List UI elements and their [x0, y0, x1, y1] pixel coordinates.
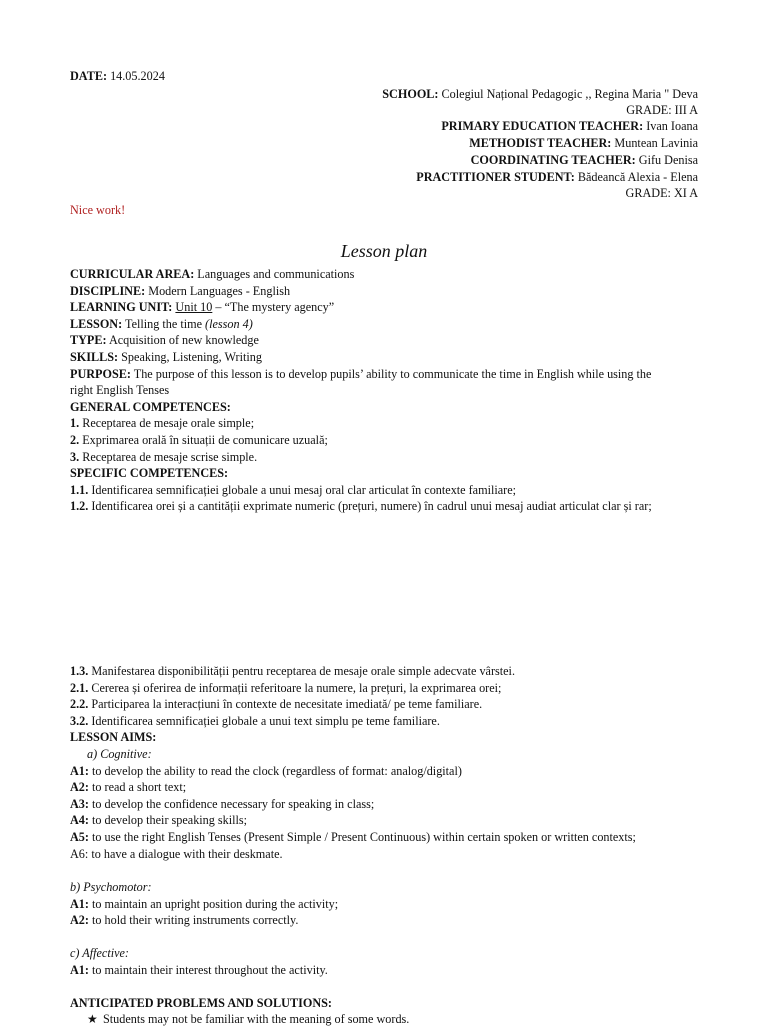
- aim-item: [70, 962, 698, 978]
- specific-competence-item: [70, 482, 698, 498]
- unit-link[interactable]: Unit 10: [175, 300, 213, 314]
- aim-label: A1:: [70, 963, 89, 977]
- problem-text: Students may not be familiar with the meaning of some words.: [103, 1012, 410, 1026]
- skills-label: SKILLS:: [70, 350, 119, 364]
- item-text: Manifestarea disponibilității pentru receptarea de mesaje orale simple adecvate vârstei.: [91, 664, 515, 678]
- purpose-value: The purpose of this lesson is to develop pupils’ ability to communicate the time in English while using the: [133, 367, 652, 381]
- item-number: 1.: [70, 416, 80, 430]
- type-label: TYPE:: [70, 333, 107, 347]
- school-value: Colegiul Național Pedagogic ,, Regina Maria " Deva: [441, 87, 698, 101]
- item-text: Receptarea de mesaje orale simple;: [82, 416, 255, 430]
- specific-competence-item: [70, 663, 698, 679]
- aim-item: [70, 763, 698, 779]
- date-label: DATE:: [70, 69, 108, 83]
- problems-heading: ANTICIPATED PROBLEMS AND SOLUTIONS:: [70, 996, 332, 1010]
- specific-competence-item: [70, 498, 698, 514]
- item-number: 2.: [70, 433, 80, 447]
- grade-line-1: GRADE: III A: [626, 103, 698, 117]
- aim-label: A1:: [70, 764, 89, 778]
- lesson-line: [70, 316, 698, 332]
- item-number: 2.2.: [70, 697, 89, 711]
- aim-label: A3:: [70, 797, 89, 811]
- curricular-area-line: [70, 266, 698, 282]
- primary-teacher-line: [70, 118, 698, 134]
- problem-item: [87, 1011, 698, 1027]
- aim-item-a6: A6: to have a dialogue with their deskmate.: [70, 847, 283, 861]
- lesson-label: LESSON:: [70, 317, 123, 331]
- page-title: Lesson plan: [340, 241, 428, 261]
- school-label: SCHOOL:: [382, 87, 439, 101]
- curricular-area-value: Languages and communications: [197, 267, 355, 281]
- type-value: Acquisition of new knowledge: [108, 333, 259, 347]
- general-competence-item: [70, 415, 698, 431]
- item-number: 1.3.: [70, 664, 89, 678]
- item-text: Identificarea orei și a cantității exprimate numeric (prețuri, numere) în cadrul unui mesaj audiat articulat clar și rar;: [91, 499, 652, 513]
- learning-unit-label: LEARNING UNIT:: [70, 300, 173, 314]
- psychomotor-subheading: b) Psychomotor:: [70, 880, 152, 894]
- aim-text: to develop their speaking skills;: [92, 813, 248, 827]
- general-competence-item: [70, 432, 698, 448]
- aim-label: A2:: [70, 913, 89, 927]
- discipline-label: DISCIPLINE:: [70, 284, 146, 298]
- aim-item: [70, 829, 698, 845]
- learning-unit-line: [70, 299, 698, 315]
- aim-text: to develop the confidence necessary for speaking in class;: [92, 797, 375, 811]
- item-number: 3.2.: [70, 714, 89, 728]
- primary-teacher-label: PRIMARY EDUCATION TEACHER:: [441, 119, 644, 133]
- practitioner-student-label: PRACTITIONER STUDENT:: [416, 170, 575, 184]
- grade-line-2: GRADE: XI A: [625, 186, 698, 200]
- aim-item: [70, 812, 698, 828]
- purpose-line: [70, 366, 698, 382]
- lesson-aims-heading: LESSON AIMS:: [70, 730, 157, 744]
- type-line: [70, 332, 698, 348]
- primary-teacher-value: Ivan Ioana: [646, 119, 698, 133]
- practitioner-student-value: Bădeancă Alexia - Elena: [577, 170, 698, 184]
- discipline-line: [70, 283, 698, 299]
- general-competence-item: [70, 449, 698, 465]
- specific-competence-item: [70, 680, 698, 696]
- purpose-continuation: right English Tenses: [70, 383, 170, 397]
- date-value: 14.05.2024: [110, 69, 165, 83]
- curricular-area-label: CURRICULAR AREA:: [70, 267, 195, 281]
- methodist-teacher-line: [70, 135, 698, 151]
- specific-competences-heading: SPECIFIC COMPETENCES:: [70, 466, 229, 480]
- cognitive-subheading: a) Cognitive:: [87, 747, 152, 761]
- item-number: 1.2.: [70, 499, 89, 513]
- aim-text: to maintain their interest throughout the activity.: [92, 963, 328, 977]
- aim-label: A5:: [70, 830, 89, 844]
- aim-label: A1:: [70, 897, 89, 911]
- date-line: [70, 68, 698, 84]
- specific-competence-item: [70, 696, 698, 712]
- coordinating-teacher-label: COORDINATING TEACHER:: [470, 153, 636, 167]
- coordinating-teacher-line: [70, 152, 698, 168]
- aim-item: [70, 912, 698, 928]
- aim-label: A2:: [70, 780, 89, 794]
- aim-text: to use the right English Tenses (Present Simple / Present Continuous) within certain spoken or written contexts;: [92, 830, 636, 844]
- affective-subheading: c) Affective:: [70, 946, 129, 960]
- aim-text: to hold their writing instruments correctly.: [92, 913, 299, 927]
- aim-text: to develop the ability to read the clock (regardless of format: analog/digital): [92, 764, 462, 778]
- school-line: [70, 86, 698, 102]
- specific-competence-item: [70, 713, 698, 729]
- review-note: Nice work!: [70, 203, 126, 217]
- aim-item: [70, 796, 698, 812]
- practitioner-student-line: [70, 169, 698, 185]
- aim-item: [70, 896, 698, 912]
- lesson-value: Telling the time: [124, 317, 202, 331]
- unit-title: – “The mystery agency”: [212, 300, 335, 314]
- skills-line: [70, 349, 698, 365]
- item-text: Exprimarea orală în situații de comunicare uzuală;: [82, 433, 328, 447]
- methodist-teacher-value: Muntean Lavinia: [614, 136, 698, 150]
- lesson-number: (lesson 4): [205, 317, 253, 331]
- aim-text: to maintain an upright position during the activity;: [92, 897, 339, 911]
- item-text: Receptarea de mesaje scrise simple.: [82, 450, 258, 464]
- discipline-value: Modern Languages - English: [148, 284, 291, 298]
- item-number: 1.1.: [70, 483, 89, 497]
- skills-value: Speaking, Listening, Writing: [121, 350, 262, 364]
- methodist-teacher-label: METHODIST TEACHER:: [469, 136, 612, 150]
- star-bullet-icon: ★: [87, 1012, 98, 1026]
- item-text: Participarea la interacțiuni în contexte de necesitate imediată/ pe teme familiare.: [91, 697, 483, 711]
- item-text: Identificarea semnificației globale a unui mesaj oral clar articulat în contexte familiare;: [91, 483, 516, 497]
- aim-text: to read a short text;: [92, 780, 187, 794]
- item-number: 2.1.: [70, 681, 89, 695]
- item-number: 3.: [70, 450, 80, 464]
- item-text: Cererea și oferirea de informații referitoare la numere, la prețuri, la exprimarea orei;: [91, 681, 502, 695]
- coordinating-teacher-value: Gifu Denisa: [638, 153, 698, 167]
- aim-item: [70, 779, 698, 795]
- purpose-label: PURPOSE:: [70, 367, 131, 381]
- item-text: Identificarea semnificației globale a unui text simplu pe teme familiare.: [91, 714, 440, 728]
- aim-label: A4:: [70, 813, 89, 827]
- general-competences-heading: GENERAL COMPETENCES:: [70, 400, 231, 414]
